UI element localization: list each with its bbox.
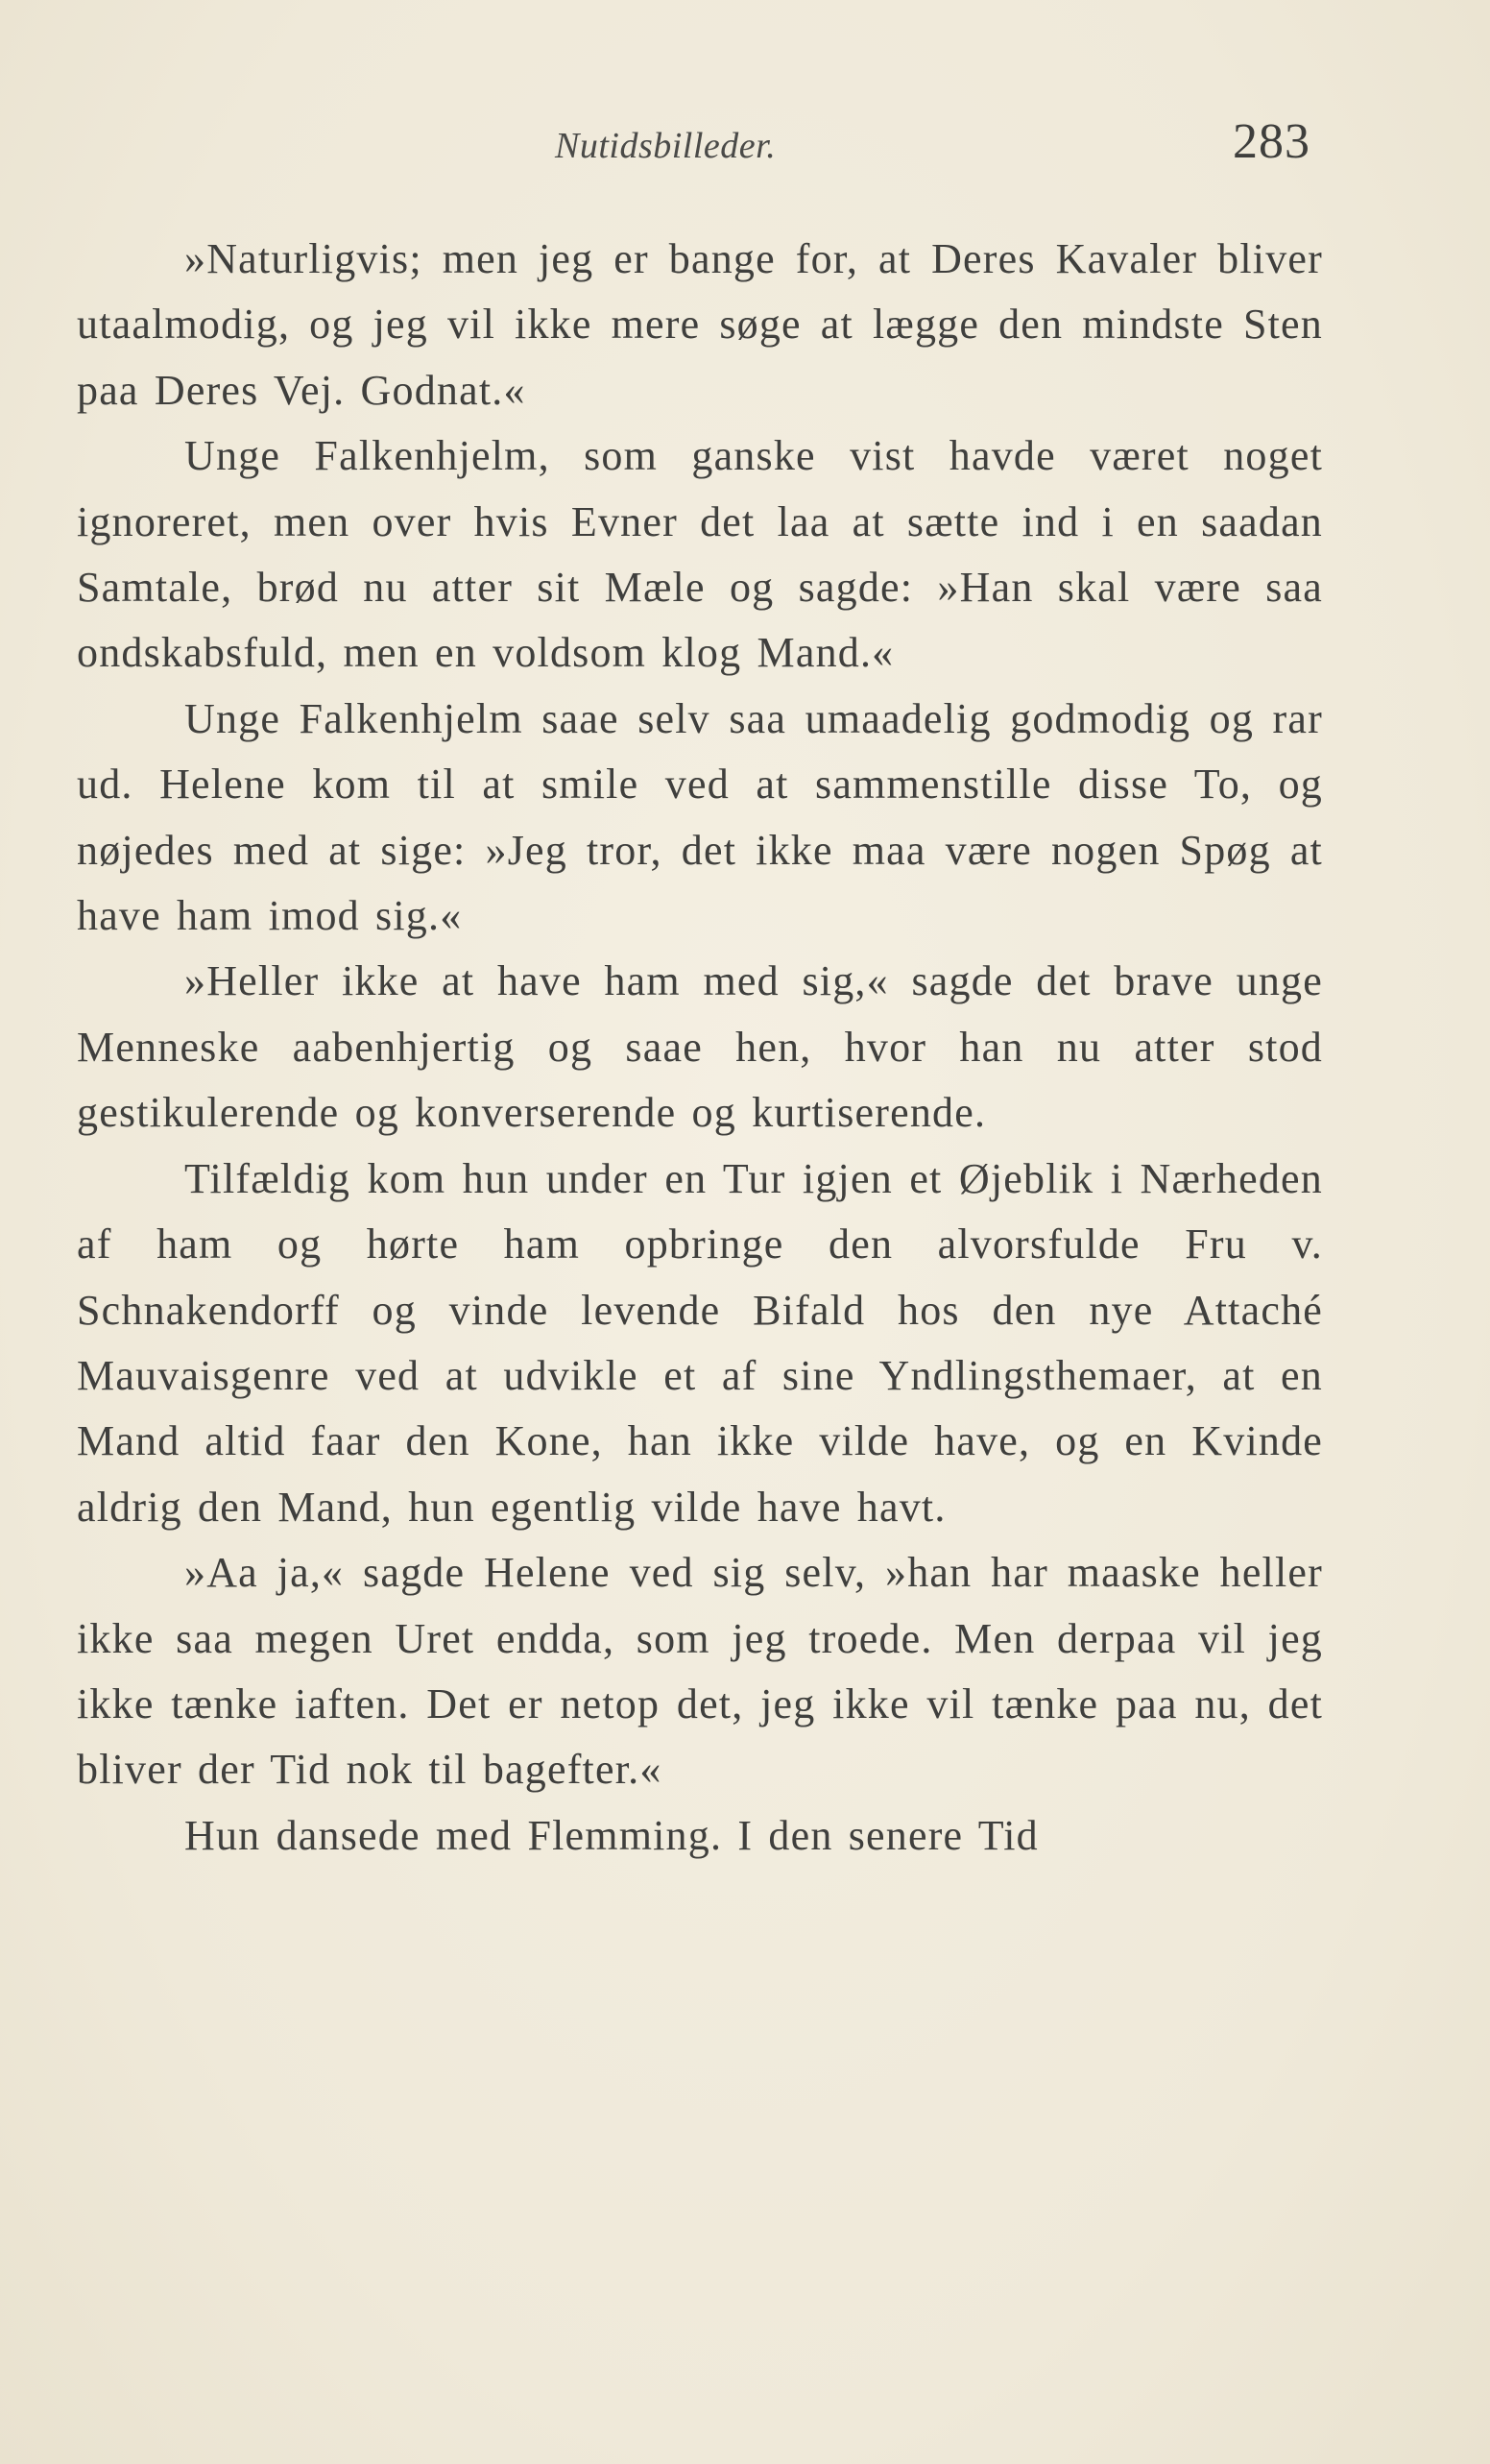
page-header (77, 113, 1325, 181)
paragraph: »Naturligvis; men jeg er bange for, at Deres Kavaler bliver utaalmodig, og jeg vil ikke mere søge at lægge den mindste Sten paa Deres Vej. Godnat.« (77, 235, 1323, 414)
page-number: 283 (1233, 114, 1310, 169)
running-title: Nutidsbilleder. (555, 126, 777, 166)
paragraph: Hun dansede med Flemming. I den senere Tid (184, 1811, 1039, 1859)
paragraph: »Heller ikke at have ham med sig,« sagde det brave unge Menneske aabenhjertig og saae hen, hvor han nu atter stod gestikulerende og konverserende og kurtiserende. (77, 957, 1323, 1137)
paragraph: Unge Falkenhjelm, som ganske vist havde været noget ignoreret, men over hvis Evner det laa at sætte ind i en saadan Samtale, brød nu atter sit Mæle og sagde: »Han skal være saa ondskabsfuld, men en voldsom klog Mand.« (77, 432, 1323, 677)
paragraph: »Aa ja,« sagde Helene ved sig selv, »han har maaske heller ikke saa megen Uret endda, som jeg troede. Men derpaa vil jeg ikke tænke iaften. Det er netop det, jeg ikke vil tænke paa nu, det bliver der Tid nok til bagefter.« (77, 1549, 1323, 1794)
paragraph: Tilfældig kom hun under en Tur igjen et Øjeblik i Nærheden af ham og hørte ham opbringe den alvorsfulde Fru v. Schnakendorff og vinde levende Bifald hos den nye Attaché Mauvaisgenre ved at udvikle et af sine Yndlingsthemaer, at en Mand altid faar den Kone, han ikke vilde have, og en Kvinde aldrig den Mand, hun egentlig vilde have havt. (77, 1154, 1323, 1531)
body-text (77, 227, 1323, 1869)
paragraph: Unge Falkenhjelm saae selv saa umaadelig godmodig og rar ud. Helene kom til at smile ved at sammenstille disse To, og nøjedes med at sige: »Jeg tror, det ikke maa være nogen Spøg at have ham imod sig.« (77, 694, 1323, 940)
